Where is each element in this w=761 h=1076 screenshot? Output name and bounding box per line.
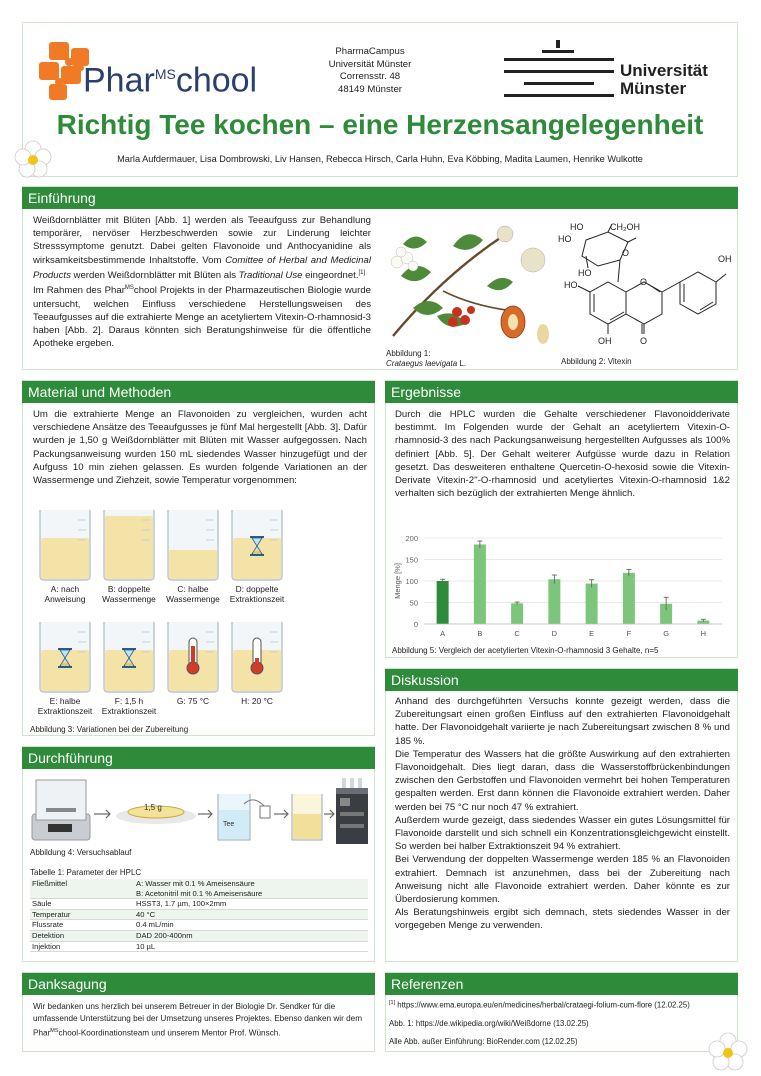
chem-label: HO bbox=[558, 234, 572, 244]
discussion-paragraph: Bei Verwendung der doppelten Wassermenge werden 185 % an Flavonoiden extrahiert. Demnach ist anzunehmen, dass bei der Zubereitung nach Anweisung nicht alle Flavonoide extrahiert werden. Daher könnte es zur Überdosierung kommen. bbox=[395, 854, 730, 906]
table-row: Fließmittel A: Wasser mit 0.1 % Ameisensäure B: Acetonitril mit 0.1 % Ameisensäure bbox=[30, 879, 368, 899]
beaker-c-icon bbox=[162, 506, 224, 582]
arrow-icon bbox=[274, 810, 288, 818]
bar bbox=[548, 579, 560, 624]
beaker-e-icon bbox=[34, 618, 96, 694]
beaker-a-icon bbox=[34, 506, 96, 582]
flower-icon-right bbox=[708, 1032, 748, 1072]
beaker-label: D: doppelte Extraktionszeit bbox=[229, 584, 285, 604]
table-row: Injektion 10 µL bbox=[30, 941, 368, 952]
x-tick-label: H bbox=[700, 629, 707, 638]
vitexin-structure bbox=[556, 220, 736, 352]
x-tick-label: D bbox=[551, 629, 558, 638]
chem-label: HO bbox=[578, 268, 592, 278]
intro-heading: Einführung bbox=[22, 187, 738, 209]
y-axis-label: Menge [%] bbox=[393, 563, 402, 599]
procedure-diagram bbox=[30, 774, 370, 846]
bar bbox=[586, 584, 598, 624]
results-heading: Ergebnisse bbox=[385, 381, 738, 403]
arrow-icon bbox=[324, 810, 334, 818]
discussion-paragraph: Als Beratungshinweis ergibt sich demnach, stets siedendes Wasser in der vorgegeben Menge zu verwenden. bbox=[395, 907, 730, 932]
page-title: Richtig Tee kochen – eine Herzensangelegenheit bbox=[56, 109, 704, 140]
chem-label: O bbox=[640, 336, 648, 346]
fig3-caption: Abbildung 3: Variationen bei der Zubereitung bbox=[30, 725, 189, 734]
hplc-table bbox=[30, 879, 368, 952]
chem-label: CH₂OH bbox=[610, 222, 640, 232]
beaker-label: H: 20 °C bbox=[241, 696, 273, 706]
beaker-label: F: 1,5 h Extraktionszeit bbox=[101, 696, 157, 716]
beaker-d-icon bbox=[226, 506, 288, 582]
x-tick-label: G bbox=[663, 629, 670, 638]
university-logo bbox=[504, 40, 714, 100]
table-row: Flussrate 0.4 mL/min bbox=[30, 920, 368, 931]
bar bbox=[511, 603, 523, 624]
arrow-icon bbox=[198, 810, 212, 818]
fig2-caption: Abbildung 2: Vitexin bbox=[561, 357, 632, 366]
references-heading: Referenzen bbox=[385, 973, 738, 995]
bar bbox=[474, 544, 486, 624]
university-logo-icon bbox=[504, 40, 614, 100]
y-tick-label: 100 bbox=[405, 577, 418, 586]
bar bbox=[437, 581, 449, 624]
reference-item: Alle Abb. außer Einführung: BioRender.com (12.02.25) bbox=[389, 1036, 578, 1046]
authors: Marla Aufdermauer, Lisa Dombrowski, Liv Hansen, Rebecca Hirsch, Carla Huhn, Eva Köbbing, Madita Laumen, Henrike Wulkotte bbox=[117, 154, 643, 164]
beaker-label: A: nach Anweisung bbox=[44, 584, 86, 604]
beaker-label: E: halbe Extraktionszeit bbox=[37, 696, 93, 716]
discussion-heading: Diskussion bbox=[385, 669, 738, 691]
thanks-heading: Danksagung bbox=[22, 973, 375, 995]
beaker-label: C: halbe Wassermenge bbox=[166, 584, 220, 604]
table-row: Detektion DAD 200-400nm bbox=[30, 930, 368, 941]
hawthorn-illustration bbox=[383, 216, 555, 351]
scale-label: 1,5 g bbox=[144, 803, 162, 812]
discussion-text bbox=[395, 695, 730, 933]
tea-label: Tee bbox=[223, 821, 235, 828]
beaker-grid bbox=[30, 506, 370, 722]
chem-label: OH bbox=[718, 254, 732, 264]
tea-beaker-icon bbox=[218, 794, 270, 840]
fig4-caption: Abbildung 4: Versuchsablauf bbox=[30, 848, 132, 857]
beaker-f-icon bbox=[98, 618, 160, 694]
y-tick-label: 50 bbox=[409, 598, 418, 608]
y-tick-label: 0 bbox=[413, 620, 418, 629]
references-list bbox=[389, 998, 734, 1047]
procedure-heading: Durchführung bbox=[22, 747, 375, 769]
beaker-h-icon bbox=[226, 618, 288, 694]
beaker-label: B: doppelte Wassermenge bbox=[102, 584, 156, 604]
results-text: Durch die HPLC wurden die Gehalte verschiedener Flavonoidderivate bestimmt. Im Folgenden wurde der Gehalt an acetyliertem Vitexin-O-rhamnosid-3 des nach Packungsanweisung hergestellten Aufgusses als 100% definiert [Abb. 5]. Der Gehalt weiterer Aufgüsse wurde dazu in Relation gesetzt. Das desweiteren enthaltene Quercetin-O-hexosid sowie die Vitexin-Derivate Vitexin-2''-O-rhamnosid und acetyliertes Vitexin-O-rhamnosid 1&2 verhalten sich bezüglich der extrahierten Menge ähnlich. bbox=[395, 409, 730, 500]
address-block: PharmaCampus Universität Münster Corrensstr. 48 48149 Münster bbox=[328, 46, 412, 95]
balance-icon bbox=[32, 780, 90, 840]
arrow-icon bbox=[94, 810, 110, 818]
beaker-g-icon bbox=[162, 618, 224, 694]
hplc-device-icon bbox=[336, 778, 368, 844]
table-row: Säule HSST3, 1.7 µm, 100×2mm bbox=[30, 899, 368, 910]
pharmschool-logo bbox=[35, 38, 265, 104]
y-tick-label: 150 bbox=[405, 555, 418, 565]
chem-label: O bbox=[640, 277, 648, 287]
results-bar-chart bbox=[390, 528, 730, 642]
x-tick-label: B bbox=[477, 629, 483, 638]
x-tick-label: E bbox=[589, 629, 595, 638]
x-tick-label: A bbox=[440, 629, 446, 638]
chem-label: O bbox=[622, 248, 630, 258]
thanks-text: Wir bedanken uns herzlich bei unserem Betreuer in der Biologie Dr. Sendker für die umfassende Unterstützung bei der Umsetzung unseres Projektes. Ebenso danken wir dem Phar$^{MS}$chool-Koordinationsteam und unserem Mentor Prof. Wünsch. bbox=[33, 1002, 363, 1038]
beaker-label: G: 75 °C bbox=[176, 696, 210, 706]
fig5-caption: Abbildung 5: Vergleich der acetylierten Vitexin-O-rhamnosid 3 Gehalte, n=5 bbox=[392, 646, 659, 655]
reference-item: Abb. 1: https://de.wikipedia.org/wiki/Weißdorne (13.02.25) bbox=[389, 1018, 589, 1028]
bar bbox=[623, 573, 635, 624]
chem-label: HO bbox=[570, 222, 584, 232]
discussion-paragraph: Anhand des durchgeführten Versuchs konnte gezeigt werden, dass die Zubereitungsart einen großen Einfluss auf den extrahierten Flavonoidgehalt hatte. Der Flavonoidgehalt variierte je nach Zubereitungsart zwischen 8 % und 185 %. bbox=[395, 696, 730, 747]
x-tick-label: F bbox=[626, 629, 632, 638]
reference-item: [1] https://www.ema.europa.eu/en/medicines/herbal/crataegi-folium-cum-flore (12.02.25) bbox=[389, 1000, 690, 1010]
beaker-b-icon bbox=[98, 506, 160, 582]
fig1-caption: Abbildung 1: Crataegus laevigata L. bbox=[386, 349, 467, 368]
university-name: Universität Münster bbox=[620, 61, 708, 98]
table-caption: Tabelle 1: Parameter der HPLC bbox=[30, 868, 142, 877]
chem-label: OH bbox=[598, 336, 612, 346]
chem-label: HO bbox=[564, 280, 578, 290]
methods-heading: Material und Methoden bbox=[22, 381, 375, 403]
discussion-paragraph: Die Temperatur des Wassers hat die größte Auswirkung auf den extrahierten Flavonoidgehalt. Dies liegt daran, dass die Wasserstoffbrückenbindungen zwischen den Gerbstoffen und Flavonoiden vermehrt bei hohen Temperaturen gespalten werden. Erst dann können die Flavonoide extrahiert werden. Daher werden bei 75 °C nur noch 47 % extrahiert. bbox=[395, 748, 730, 813]
x-tick-label: C bbox=[514, 629, 520, 638]
logo-wordmark: Phar$^{MS}$chool bbox=[83, 61, 258, 100]
intro-text: Weißdornblätter mit Blüten [Abb. 1] werden als Teeaufguss zur Behandlung temporärer, nervöser Herzbeschwerden sowie zur Linderung leichter Stresssymptome genutzt. Dabei gelten Flavonoide und Anthocyanidine als wirksamkeitsbestimmende Inhaltstoffe. Vom Comittee of Herbal and Medicinal Products werden Weißdornblätter mit Blüten als Traditional Use eingeordnet.[1] Im Rahmen des Phar$^{MS}$chool Projekts in der Pharmazeutischen Biologie wurde untersucht, welchen Einfluss verschiedene Herstellungsweisen des Teeaufgusses auf die extrahierte Menge an acetyliertem Vitexin-O-rhamnosid-3 haben [Abb. 2]. Daraus könnten sich Beratungshinweise für die öffentliche Apotheke ergeben. bbox=[33, 215, 371, 350]
table-row: Temperatur 40 °C bbox=[30, 909, 368, 920]
beaker-icon bbox=[292, 794, 322, 840]
methods-text: Um die extrahierte Menge an Flavonoiden zu vergleichen, wurden acht verschiedene Ansätze des Teeaufgusses je fünf Mal hergestellt [Abb. 3]. Dafür wurden je 1,50 g Weißdornblätter mit Blüten mit Wasser aufgegossen. Nach Packungsanweisung wurden 150 mL siedendes Wasser hinzugefügt und der Aufguss 10 min ziehen gelassen. Es wurden folgende Variationen an der Wassermenge und Ziehzeit, sowie Temperatur vorgenommen: bbox=[33, 409, 367, 487]
discussion-paragraph: Außerdem wurde gezeigt, dass siedendes Wasser ein gutes Lösungsmittel für Flavonoide darstellt und sich schnell ein Konzentrationsgleichgewicht einstellt. So werden bei halber Extraktionszeit 94 % extrahiert. bbox=[395, 814, 730, 853]
y-tick-label: 200 bbox=[405, 534, 418, 543]
